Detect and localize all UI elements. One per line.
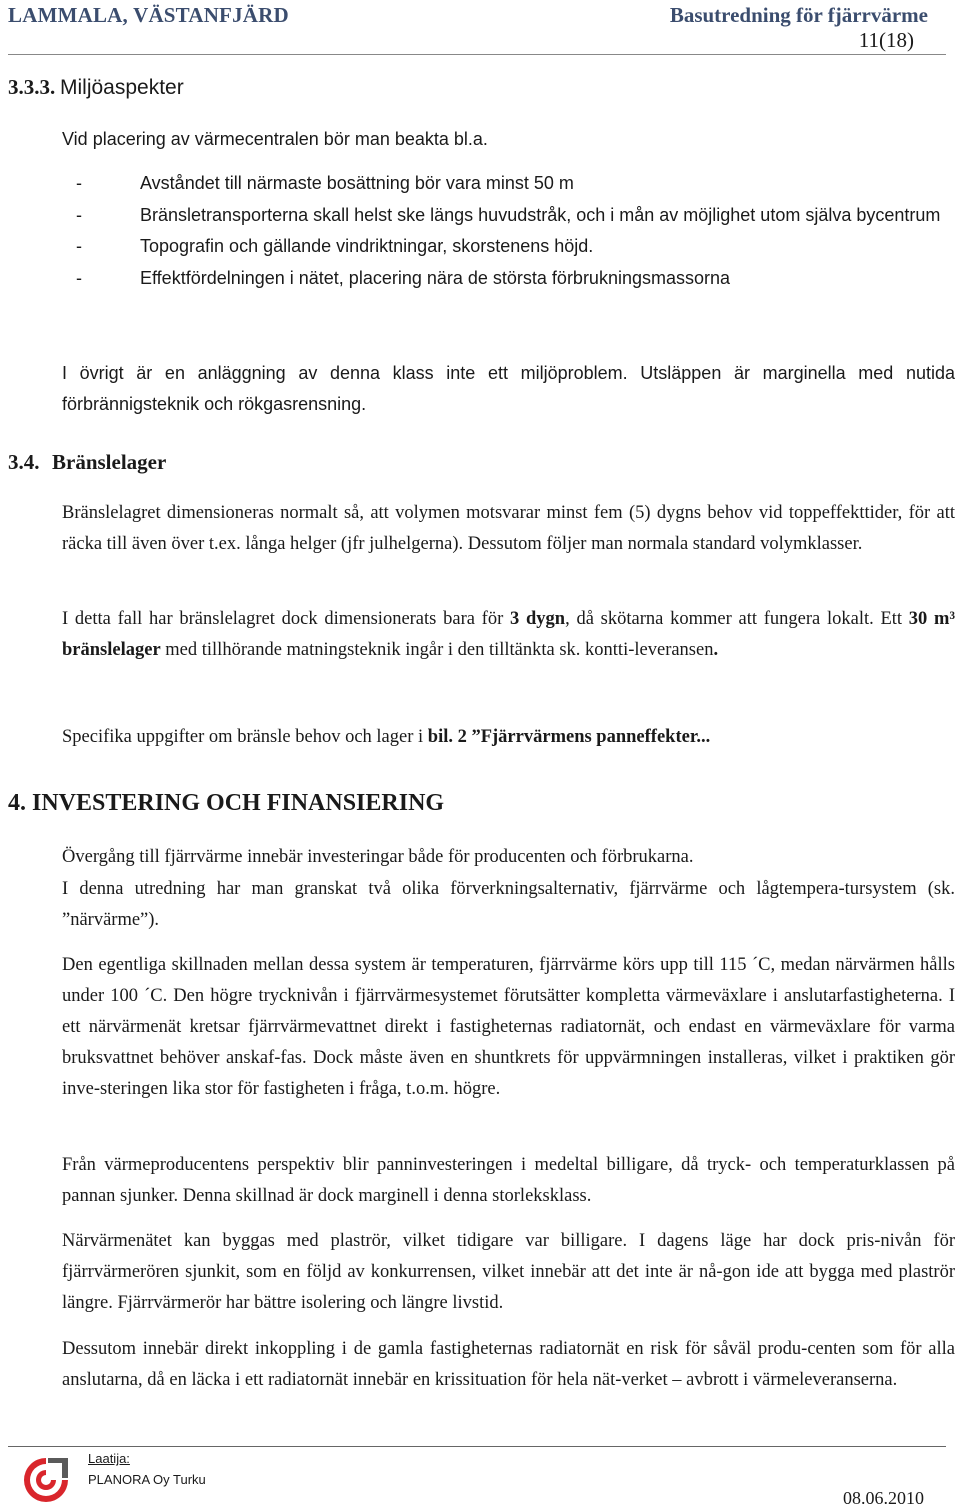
page-number: 11(18) — [858, 28, 914, 52]
planora-logo-icon — [18, 1452, 74, 1508]
investment-paragraph-5: Närvärmenätet kan byggas med plaströr, vilket tidigare var billigare. I dagens läge har dock pris-nivån för fjärrvärmerören sjunkit, som en följd av konkurrensen, vilket innebär att det inte är nå-gon ide att bygga med plaströr längre. Fjärrvärmerör har bättre isolering och längre livstid. — [62, 1231, 955, 1313]
footer-company: PLANORA Oy Turku — [88, 1472, 206, 1487]
appendix-reference: Specifika uppgifter om bränsle behov och lager i bil. 2 ”Fjärrvärmens panneffekter... — [62, 727, 711, 747]
list-item: - Avståndet till närmaste bosättning bör vara minst 50 m — [76, 173, 574, 193]
investment-paragraph-3: Den egentliga skillnaden mellan dessa system är temperaturen, fjärrvärme körs upp till 115 ´C, medan närvärmen hålls under 100 ´C. Den högre trycknivån i fjärrvärmesystemet förutsätter kompletta värmeväxlare i anslutarfastigheterna. I ett närvärmenät kretsar fjärrvärmevattnet direkt i fastigheternas radiatornät, och endast en värmeväxlare för varma bruksvattnet behöver anskaf-fas. Dock måste även en shuntkrets för uppvärmningen installeras, vilket i praktiken gör inve-steringen lika stor för fastigheten i fråga, t.o.m. högre. — [62, 955, 955, 1099]
footer-divider — [8, 1446, 946, 1447]
section-3-3-3-heading — [8, 75, 184, 100]
appendix-link: bil. 2 ”Fjärrvärmens panneffekter... — [427, 727, 711, 747]
list-item: - Topografin och gällande vindriktningar, skorstenens höjd. — [76, 236, 594, 256]
consideration-list — [62, 168, 952, 294]
investment-paragraph-6: Dessutom innebär direkt inkoppling i de gamla fastigheternas radiatornät en risk för såväl produ-centen som för alla anslutarna, då en läcka i ett radiatornät innebär en krissituation för hela nät-verket – avbrott i värmeleveranserna. — [62, 1339, 955, 1390]
list-item: - Bränsletransporterna skall helst ske längs huvudstråk, och i mån av möjlighet utom själva bycentrum — [76, 204, 941, 225]
section-title: Bränslelager — [52, 450, 167, 474]
section-title: Miljöaspekter — [60, 76, 184, 99]
section-4-heading: 4. INVESTERING OCH FINANSIERING — [8, 790, 445, 816]
fuel-storage-paragraph-2: I detta fall har bränslelagret dock dimensionerats bara för 3 dygn, då skötarna kommer att fungera lokalt. Ett 30 m³ bränslelager med tillhörande matningsteknik ingår i den tilltänkta sk. kontti-leveransen. — [62, 609, 955, 660]
footer-label: Laatija: — [88, 1451, 130, 1466]
environment-paragraph: I övrigt är en anläggning av denna klass inte ett miljöproblem. Utsläppen är marginella med nutida förbrännigsteknik och rökgasrensning. — [62, 363, 955, 414]
investment-paragraph-1: Övergång till fjärrvärme innebär investeringar både för producenten och förbrukarna. — [62, 847, 694, 867]
investment-paragraph-4: Från värmeproducentens perspektiv blir panninvesteringen i medeltal billigare, då tryck- och temperaturklassen på pannan sjunker. Denna skillnad är dock marginell i denna storleksklass. — [62, 1155, 955, 1206]
days-value: 3 dygn — [510, 609, 566, 629]
header-divider — [8, 54, 946, 55]
section-3-4-heading — [8, 450, 166, 475]
fuel-storage-paragraph-1: Bränslelagret dimensioneras normalt så, att volymen motsvarar minst fem (5) dygns behov vid toppeffekttider, för att räcka till även över t.ex. långa helger (jfr julhelgerna). Dessutom följer man normala standard volymklasser. — [62, 503, 955, 554]
section-number: 3.4. — [8, 450, 40, 474]
header-project: LAMMALA, VÄSTANFJÄRD — [8, 3, 289, 27]
investment-paragraph-2: I denna utredning har man granskat två olika förverkningsalternativ, fjärrvärme och lågtempera-tursystem (sk. ”närvärme”). — [62, 879, 955, 930]
intro-paragraph: Vid placering av värmecentralen bör man beakta bl.a. — [62, 129, 488, 149]
section-number: 3.3.3. — [8, 75, 56, 99]
header-report-title: Basutredning för fjärrvärme — [669, 3, 928, 27]
footer-date: 08.06.2010 — [843, 1488, 924, 1508]
page-header — [0, 0, 960, 60]
storage-volume: 30 m³ bränslelager — [62, 609, 955, 660]
list-item: - Effektfördelningen i nätet, placering nära de största förbrukningsmassorna — [76, 267, 731, 288]
